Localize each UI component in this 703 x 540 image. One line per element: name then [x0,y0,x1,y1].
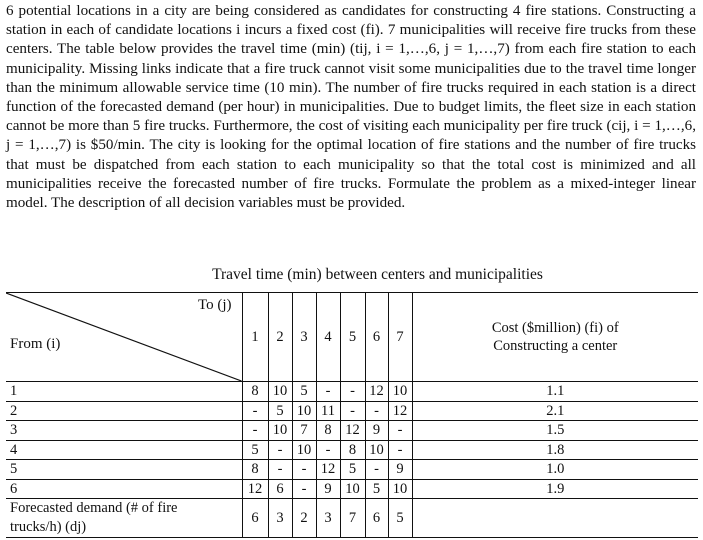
demand-label [6,499,242,538]
row-label: 3 [6,421,242,441]
column-header: 4 [316,293,340,382]
cost-cell: 1.1 [412,382,698,402]
table-cell: - [365,460,388,480]
table-cell: - [340,382,365,402]
table-cell: - [316,382,340,402]
table-cell: 8 [242,460,268,480]
table-cell: - [242,421,268,441]
column-header: 6 [365,293,388,382]
table-cell: 10 [388,382,412,402]
table-cell: 10 [268,421,292,441]
table-header-row [6,293,698,382]
row-label: 5 [6,460,242,480]
table-row [6,421,698,441]
table-cell: - [388,421,412,441]
table-cell: - [292,460,316,480]
table-caption-text: Travel time (min) between centers and municipalities [212,266,543,283]
cost-header [412,293,698,382]
demand-row [6,499,698,538]
row-label: 4 [6,440,242,460]
demand-empty-cell [412,499,698,538]
table-row [6,440,698,460]
table-cell: 10 [268,382,292,402]
corner-header-cell [6,293,242,382]
demand-label-line2: trucks/h) (dj) [10,519,87,535]
table-cell: - [388,440,412,460]
table-cell: - [365,401,388,421]
table-cell: 10 [340,479,365,499]
table-cell: 6 [268,479,292,499]
table-cell: 10 [365,440,388,460]
table-cell: 10 [292,440,316,460]
table-cell: 9 [388,460,412,480]
table-cell: 5 [292,382,316,402]
table-cell: - [316,440,340,460]
table-row [6,401,698,421]
column-header: 2 [268,293,292,382]
table-cell: 12 [242,479,268,499]
table-cell: 9 [365,421,388,441]
demand-label-line1: Forecasted demand (# of fire [10,500,178,516]
table-cell: 8 [340,440,365,460]
demand-cell: 6 [365,499,388,538]
table-cell: - [340,401,365,421]
to-label: To (j) [197,297,232,313]
table-cell: 8 [242,382,268,402]
cost-cell: 1.0 [412,460,698,480]
cost-cell: 1.5 [412,421,698,441]
table-row [6,382,698,402]
demand-cell: 3 [268,499,292,538]
table-cell: 5 [268,401,292,421]
problem-paragraph: 6 potential locations in a city are being considered as candidates for constructing 4 fire stations. Constructing a station in each of candidate locations i incurs a fixed cost (fi). 7 municipalities will receive fire trucks from these centers. The table below provides the travel time (min) (tij, i = 1,…,6, j = 1,…,7) from each fire station to each municipality. Missing links indicate that a fire truck cannot visit some municipalities due to the travel time longer than the minimum allowable service time (10 min). The number of fire trucks required in each station is a direct function of the forecasted demand (per hour) in municipalities. Due to budget limits, the fleet size in each station cannot be more than 5 fire trucks. Furthermore, the cost of visiting each municipality per fire truck (cij, i = 1,…,6, j = 1,…,7) is $50/min. The city is looking for the optimal location of fire stations and the number of fire trucks that must be dispatched from each station to each municipality so that the total cost is minimized and all municipalities receive the forecasted number of fire trucks. Formulate the problem as a mixed-integer linear model. The description of all decision variables must be provided. [6,3,696,212]
demand-cell: 6 [242,499,268,538]
column-header: 5 [340,293,365,382]
demand-cell: 5 [388,499,412,538]
table-cell: - [292,479,316,499]
column-header: 3 [292,293,316,382]
table-cell: - [268,440,292,460]
cost-cell: 1.8 [412,440,698,460]
table-cell: 10 [292,401,316,421]
table-cell: 12 [340,421,365,441]
table-cell: 7 [292,421,316,441]
table-cell: 12 [365,382,388,402]
table-cell: 12 [316,460,340,480]
table-cell: 5 [365,479,388,499]
table-cell: - [268,460,292,480]
cost-header-line1: Cost ($million) (fi) of [491,320,619,336]
table-cell: 9 [316,479,340,499]
travel-time-table [6,292,698,538]
table-cell: 8 [316,421,340,441]
row-label: 2 [6,401,242,421]
table-caption [0,266,703,284]
cost-cell: 1.9 [412,479,698,499]
demand-cell: 7 [340,499,365,538]
from-label: From (i) [10,336,61,352]
table-cell: 5 [242,440,268,460]
table-cell: 11 [316,401,340,421]
problem-statement [6,2,696,213]
table-cell: 12 [388,401,412,421]
demand-cell: 2 [292,499,316,538]
column-header: 1 [242,293,268,382]
table-cell: 5 [340,460,365,480]
table-row [6,460,698,480]
table-row [6,479,698,499]
cost-header-line2: Constructing a center [493,338,618,354]
row-label: 1 [6,382,242,402]
row-label: 6 [6,479,242,499]
table-cell: 10 [388,479,412,499]
cost-cell: 2.1 [412,401,698,421]
column-header: 7 [388,293,412,382]
demand-cell: 3 [316,499,340,538]
table-cell: - [242,401,268,421]
